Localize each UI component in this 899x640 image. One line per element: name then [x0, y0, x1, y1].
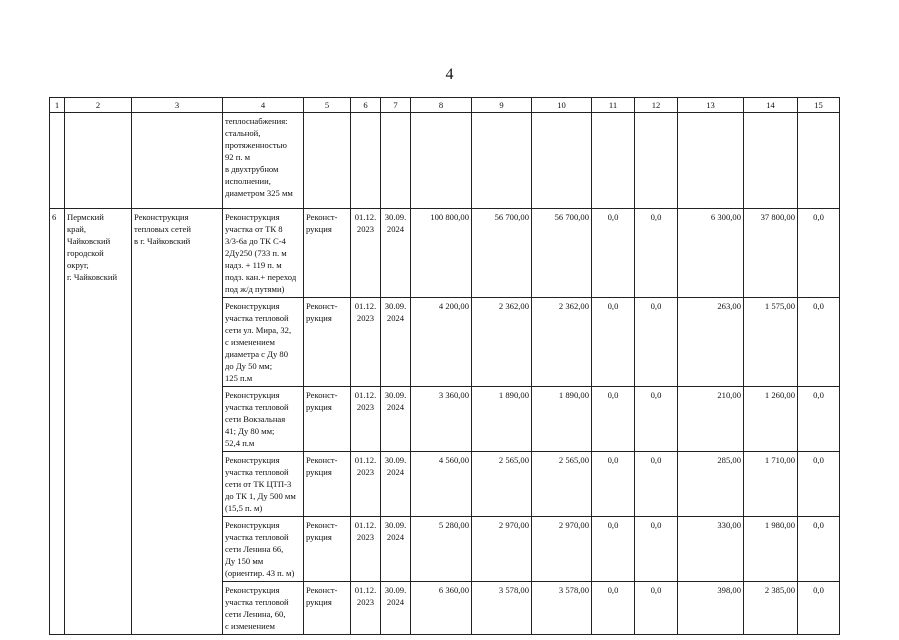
description-cell: Реконструкция участка от ТК 8 3/3-6а до ТК С-4 2Ду250 (733 п. м надз. + 119 п. м подз. кан.+ переход под ж/д путями): [223, 209, 304, 298]
empty-cell: [678, 113, 744, 209]
header-cell: 9: [472, 98, 532, 113]
value-cell: 0,0: [592, 298, 635, 387]
value-cell: 0,0: [798, 298, 840, 387]
project-cell: Реконструкция тепловых сетей в г. Чайковский: [132, 209, 223, 635]
header-cell: 1: [50, 98, 65, 113]
value-cell: 1 890,00: [532, 387, 592, 452]
header-cell: 8: [411, 98, 472, 113]
end-date-cell: 30.09. 2024: [381, 209, 411, 298]
header-cell: 4: [223, 98, 304, 113]
value-cell: 0,0: [592, 387, 635, 452]
investment-table: [49, 97, 840, 635]
empty-cell: [65, 113, 132, 209]
value-cell: 0,0: [798, 582, 840, 635]
value-cell: 1 260,00: [744, 387, 798, 452]
empty-cell: [592, 113, 635, 209]
value-cell: 2 970,00: [532, 517, 592, 582]
value-cell: 0,0: [592, 582, 635, 635]
end-date-cell: 30.09. 2024: [381, 582, 411, 635]
value-cell: 6 360,00: [411, 582, 472, 635]
header-cell: 10: [532, 98, 592, 113]
value-cell: 0,0: [798, 517, 840, 582]
work-type-cell: Реконст- рукция: [304, 209, 351, 298]
work-type-cell: Реконст- рукция: [304, 517, 351, 582]
value-cell: 1 890,00: [472, 387, 532, 452]
description-cell: теплоснабжения: стальной, протяженностью 92 п. м в двухтрубном исполнении, диаметром 325 мм: [223, 113, 304, 209]
description-cell: Реконструкция участка тепловой сети Вокзальная 41; Ду 80 мм; 52,4 п.м: [223, 387, 304, 452]
value-cell: 0,0: [635, 209, 678, 298]
empty-cell: [304, 113, 351, 209]
value-cell: 2 970,00: [472, 517, 532, 582]
description-cell: Реконструкция участка тепловой сети ул. Мира, 32, с изменением диаметра с Ду 80 до Ду 50 мм; 125 п.м: [223, 298, 304, 387]
header-cell: 5: [304, 98, 351, 113]
value-cell: 3 578,00: [472, 582, 532, 635]
page-number: 4: [445, 66, 454, 83]
header-cell: 7: [381, 98, 411, 113]
value-cell: 2 565,00: [532, 452, 592, 517]
value-cell: 0,0: [635, 582, 678, 635]
header-cell: 12: [635, 98, 678, 113]
location-cell: Пермский край, Чайковский городской округ, г. Чайковский: [65, 209, 132, 635]
work-type-cell: Реконст- рукция: [304, 387, 351, 452]
header-cell: 6: [351, 98, 381, 113]
value-cell: 0,0: [635, 517, 678, 582]
description-cell: Реконструкция участка тепловой сети Ленина 66, Ду 150 мм (ориентир. 43 п. м): [223, 517, 304, 582]
work-type-cell: Реконст- рукция: [304, 582, 351, 635]
empty-cell: [744, 113, 798, 209]
header-cell: 3: [132, 98, 223, 113]
value-cell: 0,0: [798, 209, 840, 298]
header-cell: 14: [744, 98, 798, 113]
header-cell: 13: [678, 98, 744, 113]
work-type-cell: Реконст- рукция: [304, 452, 351, 517]
empty-cell: [50, 113, 65, 209]
end-date-cell: 30.09. 2024: [381, 452, 411, 517]
header-cell: 11: [592, 98, 635, 113]
empty-cell: [351, 113, 381, 209]
header-cell: 2: [65, 98, 132, 113]
value-cell: 0,0: [798, 452, 840, 517]
value-cell: 2 362,00: [472, 298, 532, 387]
start-date-cell: 01.12. 2023: [351, 452, 381, 517]
value-cell: 0,0: [592, 209, 635, 298]
value-cell: 2 385,00: [744, 582, 798, 635]
value-cell: 1 980,00: [744, 517, 798, 582]
value-cell: 398,00: [678, 582, 744, 635]
description-cell: Реконструкция участка тепловой сети Ленина, 60, с изменением: [223, 582, 304, 635]
value-cell: 2 362,00: [532, 298, 592, 387]
description-cell: Реконструкция участка тепловой сети от ТК ЦТП-3 до ТК 1, Ду 500 мм (15,5 п. м): [223, 452, 304, 517]
value-cell: 4 560,00: [411, 452, 472, 517]
empty-cell: [411, 113, 472, 209]
table-row: [50, 113, 840, 209]
value-cell: 210,00: [678, 387, 744, 452]
start-date-cell: 01.12. 2023: [351, 209, 381, 298]
value-cell: 330,00: [678, 517, 744, 582]
value-cell: 3 360,00: [411, 387, 472, 452]
value-cell: 4 200,00: [411, 298, 472, 387]
value-cell: 263,00: [678, 298, 744, 387]
header-cell: 15: [798, 98, 840, 113]
value-cell: 2 565,00: [472, 452, 532, 517]
value-cell: 100 800,00: [411, 209, 472, 298]
value-cell: 0,0: [635, 387, 678, 452]
value-cell: 0,0: [798, 387, 840, 452]
value-cell: 285,00: [678, 452, 744, 517]
empty-cell: [472, 113, 532, 209]
start-date-cell: 01.12. 2023: [351, 298, 381, 387]
end-date-cell: 30.09. 2024: [381, 387, 411, 452]
start-date-cell: 01.12. 2023: [351, 517, 381, 582]
value-cell: 0,0: [635, 298, 678, 387]
work-type-cell: Реконст- рукция: [304, 298, 351, 387]
value-cell: 1 575,00: [744, 298, 798, 387]
empty-cell: [132, 113, 223, 209]
end-date-cell: 30.09. 2024: [381, 298, 411, 387]
value-cell: 6 300,00: [678, 209, 744, 298]
end-date-cell: 30.09. 2024: [381, 517, 411, 582]
value-cell: 1 710,00: [744, 452, 798, 517]
value-cell: 0,0: [592, 452, 635, 517]
table-row: [50, 209, 840, 298]
empty-cell: [635, 113, 678, 209]
value-cell: 56 700,00: [472, 209, 532, 298]
value-cell: 0,0: [592, 517, 635, 582]
value-cell: 56 700,00: [532, 209, 592, 298]
empty-cell: [532, 113, 592, 209]
table-header-row: [50, 98, 840, 113]
start-date-cell: 01.12. 2023: [351, 582, 381, 635]
value-cell: 37 800,00: [744, 209, 798, 298]
start-date-cell: 01.12. 2023: [351, 387, 381, 452]
value-cell: 5 280,00: [411, 517, 472, 582]
value-cell: 3 578,00: [532, 582, 592, 635]
value-cell: 0,0: [635, 452, 678, 517]
empty-cell: [381, 113, 411, 209]
row-number-cell: 6: [50, 209, 65, 635]
empty-cell: [798, 113, 840, 209]
